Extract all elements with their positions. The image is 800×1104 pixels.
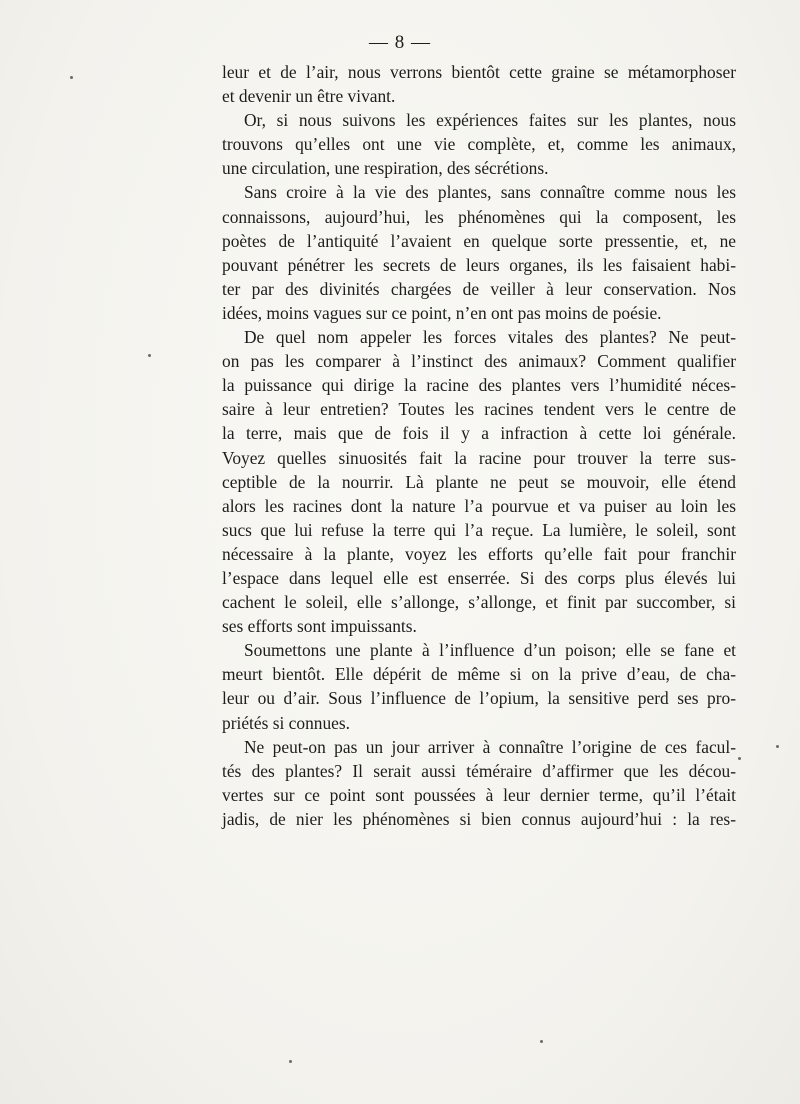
text-line: ceptible de la nourrir. Là plante ne peut se mouvoir, elle étend (222, 471, 736, 492)
scan-speck (148, 354, 151, 357)
text-line: meurt bientôt. Elle dépérit de même si on la prive d’eau, de cha- (222, 664, 736, 685)
scan-speck (776, 745, 779, 748)
body-text (222, 60, 736, 831)
paragraph-1 (222, 60, 736, 108)
paragraph-4 (222, 325, 736, 638)
text-line: priétés si connues. (222, 712, 350, 733)
paragraph-2 (222, 108, 736, 180)
text-line: pouvant pénétrer les secrets de leurs organes, ils les faisaient habi- (222, 254, 736, 275)
scan-speck (540, 1040, 543, 1043)
text-line: leur ou d’air. Sous l’influence de l’opium, la sensitive perd ses pro- (222, 688, 736, 709)
text-line: ses efforts sont impuissants. (222, 616, 417, 637)
text-line: jadis, de nier les phénomènes si bien connus aujourd’hui : la res- (222, 808, 736, 829)
text-line: on pas les comparer à l’instinct des animaux? Comment qualifier (222, 351, 736, 372)
text-line: idées, moins vagues sur ce point, n’en ont pas moins de poésie. (222, 302, 662, 323)
text-line: la terre, mais que de fois il y a infraction à cette loi générale. (222, 423, 736, 444)
scan-speck (289, 1060, 292, 1063)
text-line: la puissance qui dirige la racine des plantes vers l’humidité néces- (222, 375, 736, 396)
text-line: nécessaire à la plante, voyez les efforts qu’elle fait pour franchir (222, 543, 736, 564)
text-line: vertes sur ce point sont poussées à leur dernier terme, qu’il l’était (222, 784, 736, 805)
text-line: tés des plantes? Il serait aussi téméraire d’affirmer que les décou- (222, 760, 736, 781)
text-line: sucs que lui refuse la terre qui l’a reçue. La lumière, le soleil, sont (222, 519, 736, 540)
text-line: et devenir un être vivant. (222, 86, 396, 107)
scan-speck (738, 757, 741, 760)
text-line: une circulation, une respiration, des sécrétions. (222, 158, 549, 179)
paragraph-3 (222, 180, 736, 325)
text-line: l’espace dans lequel elle est enserrée. Si des corps plus élevés lui (222, 567, 736, 588)
text-line: trouvons qu’elles ont une vie complète, et, comme les animaux, (222, 134, 736, 155)
text-line: Or, si nous suivons les expériences faites sur les plantes, nous (244, 110, 736, 131)
text-line: cachent le soleil, elle s’allonge, s’allonge, et finit par succomber, si (222, 592, 736, 613)
text-line: leur et de l’air, nous verrons bientôt cette graine se métamorphoser (222, 62, 736, 82)
text-line: alors les racines dont la nature l’a pourvue et va puiser au loin les (222, 495, 736, 516)
text-line: De quel nom appeler les forces vitales des plantes? Ne peut- (244, 327, 736, 348)
text-line: Voyez quelles sinuosités fait la racine pour trouver la terre sus- (222, 447, 736, 468)
text-line: saire à leur entretien? Toutes les racines tendent vers le centre de (222, 399, 736, 420)
scan-speck (70, 76, 73, 79)
text-line: ter par des divinités chargées de veiller à leur conservation. Nos (222, 278, 736, 299)
paragraph-6 (222, 735, 736, 831)
paragraph-5 (222, 638, 736, 734)
page-number: — 8 — (369, 32, 431, 53)
text-line: Soumettons une plante à l’influence d’un poison; elle se fane et (244, 640, 736, 661)
text-line: Sans croire à la vie des plantes, sans connaître comme nous les (244, 182, 736, 203)
text-line: poètes de l’antiquité l’avaient en quelque sorte pressentie, et, ne (222, 230, 736, 251)
text-line: connaissons, aujourd’hui, les phénomènes qui la composent, les (222, 206, 736, 227)
text-line: Ne peut-on pas un jour arriver à connaître l’origine de ces facul- (244, 736, 736, 757)
